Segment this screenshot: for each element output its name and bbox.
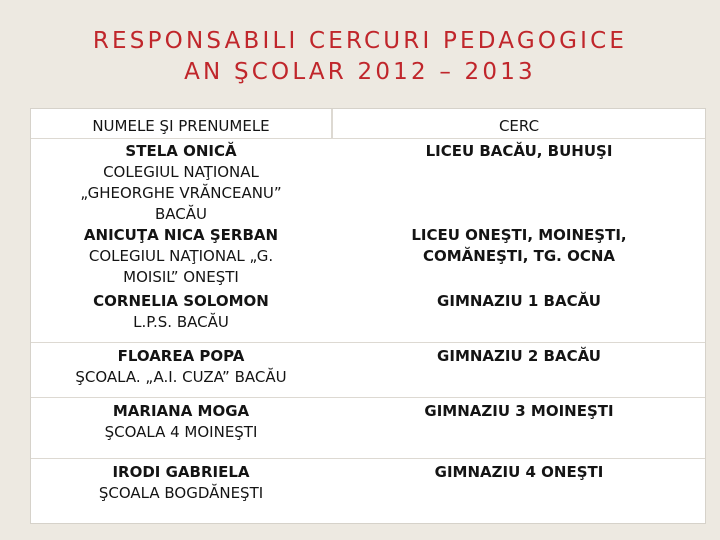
circle-line: LICEU BACĂU, BUHUŞI [425, 142, 613, 160]
school-line: ŞCOALA 4 MOINEŞTI [104, 423, 258, 441]
person-name: MARIANA MOGA [112, 402, 250, 420]
table-row-circle-cell [333, 462, 705, 483]
circle-line: COMĂNEŞTI, TG. OCNA [422, 247, 616, 265]
circle-line: GIMNAZIU 2 BACĂU [437, 347, 601, 365]
school-line: COLEGIUL NAŢIONAL [103, 163, 259, 181]
header-name-column: NUMELE ŞI PRENUMELE [92, 117, 270, 135]
person-name: IRODI GABRIELA [112, 463, 250, 481]
title-line-1: RESPONSABILI CERCURI PEDAGOGICE [92, 28, 628, 54]
school-line: ŞCOALA. „A.I. CUZA” BACĂU [75, 368, 287, 386]
school-line: L.P.S. BACĂU [133, 313, 229, 331]
person-name: FLOAREA POPA [117, 347, 245, 365]
circle-line: GIMNAZIU 3 MOINEŞTI [424, 402, 614, 420]
table-row-name-cell [31, 401, 331, 443]
person-name: CORNELIA SOLOMON [93, 292, 269, 310]
table-row-circle-cell [333, 225, 705, 267]
table-row-name-cell [31, 346, 331, 388]
table-row-name-cell [31, 291, 331, 333]
table-row-circle-cell [333, 291, 705, 312]
school-line: COLEGIUL NAŢIONAL „G. [88, 247, 274, 265]
table-row-circle-cell [333, 141, 705, 162]
person-name: STELA ONICĂ [125, 142, 237, 160]
title-line-2: AN ŞCOLAR 2012 – 2013 [184, 59, 536, 85]
row-divider [31, 342, 705, 343]
table-row-name-cell [31, 225, 331, 288]
header-circle-column: CERC [498, 117, 540, 135]
responsabili-table [30, 108, 706, 524]
table-row-name-cell [31, 462, 331, 504]
school-line: MOISIL” ONEŞTI [123, 268, 239, 286]
page-title [0, 26, 720, 88]
circle-line: GIMNAZIU 4 ONEŞTI [434, 463, 604, 481]
row-divider [31, 397, 705, 398]
school-line: ŞCOALA BOGDĂNEŞTI [98, 484, 264, 502]
table-row-circle-cell [333, 346, 705, 367]
circle-line: LICEU ONEŞTI, MOINEŞTI, [411, 226, 627, 244]
row-divider [31, 458, 705, 459]
person-name: ANICUŢA NICA ŞERBAN [83, 226, 279, 244]
school-line: „GHEORGHE VRĂNCEANU” [80, 184, 282, 202]
circle-line: GIMNAZIU 1 BACĂU [437, 292, 601, 310]
table-row-circle-cell [333, 401, 705, 422]
header-divider [31, 138, 705, 139]
table-row-name-cell [31, 141, 331, 225]
school-line: BACĂU [154, 205, 207, 223]
